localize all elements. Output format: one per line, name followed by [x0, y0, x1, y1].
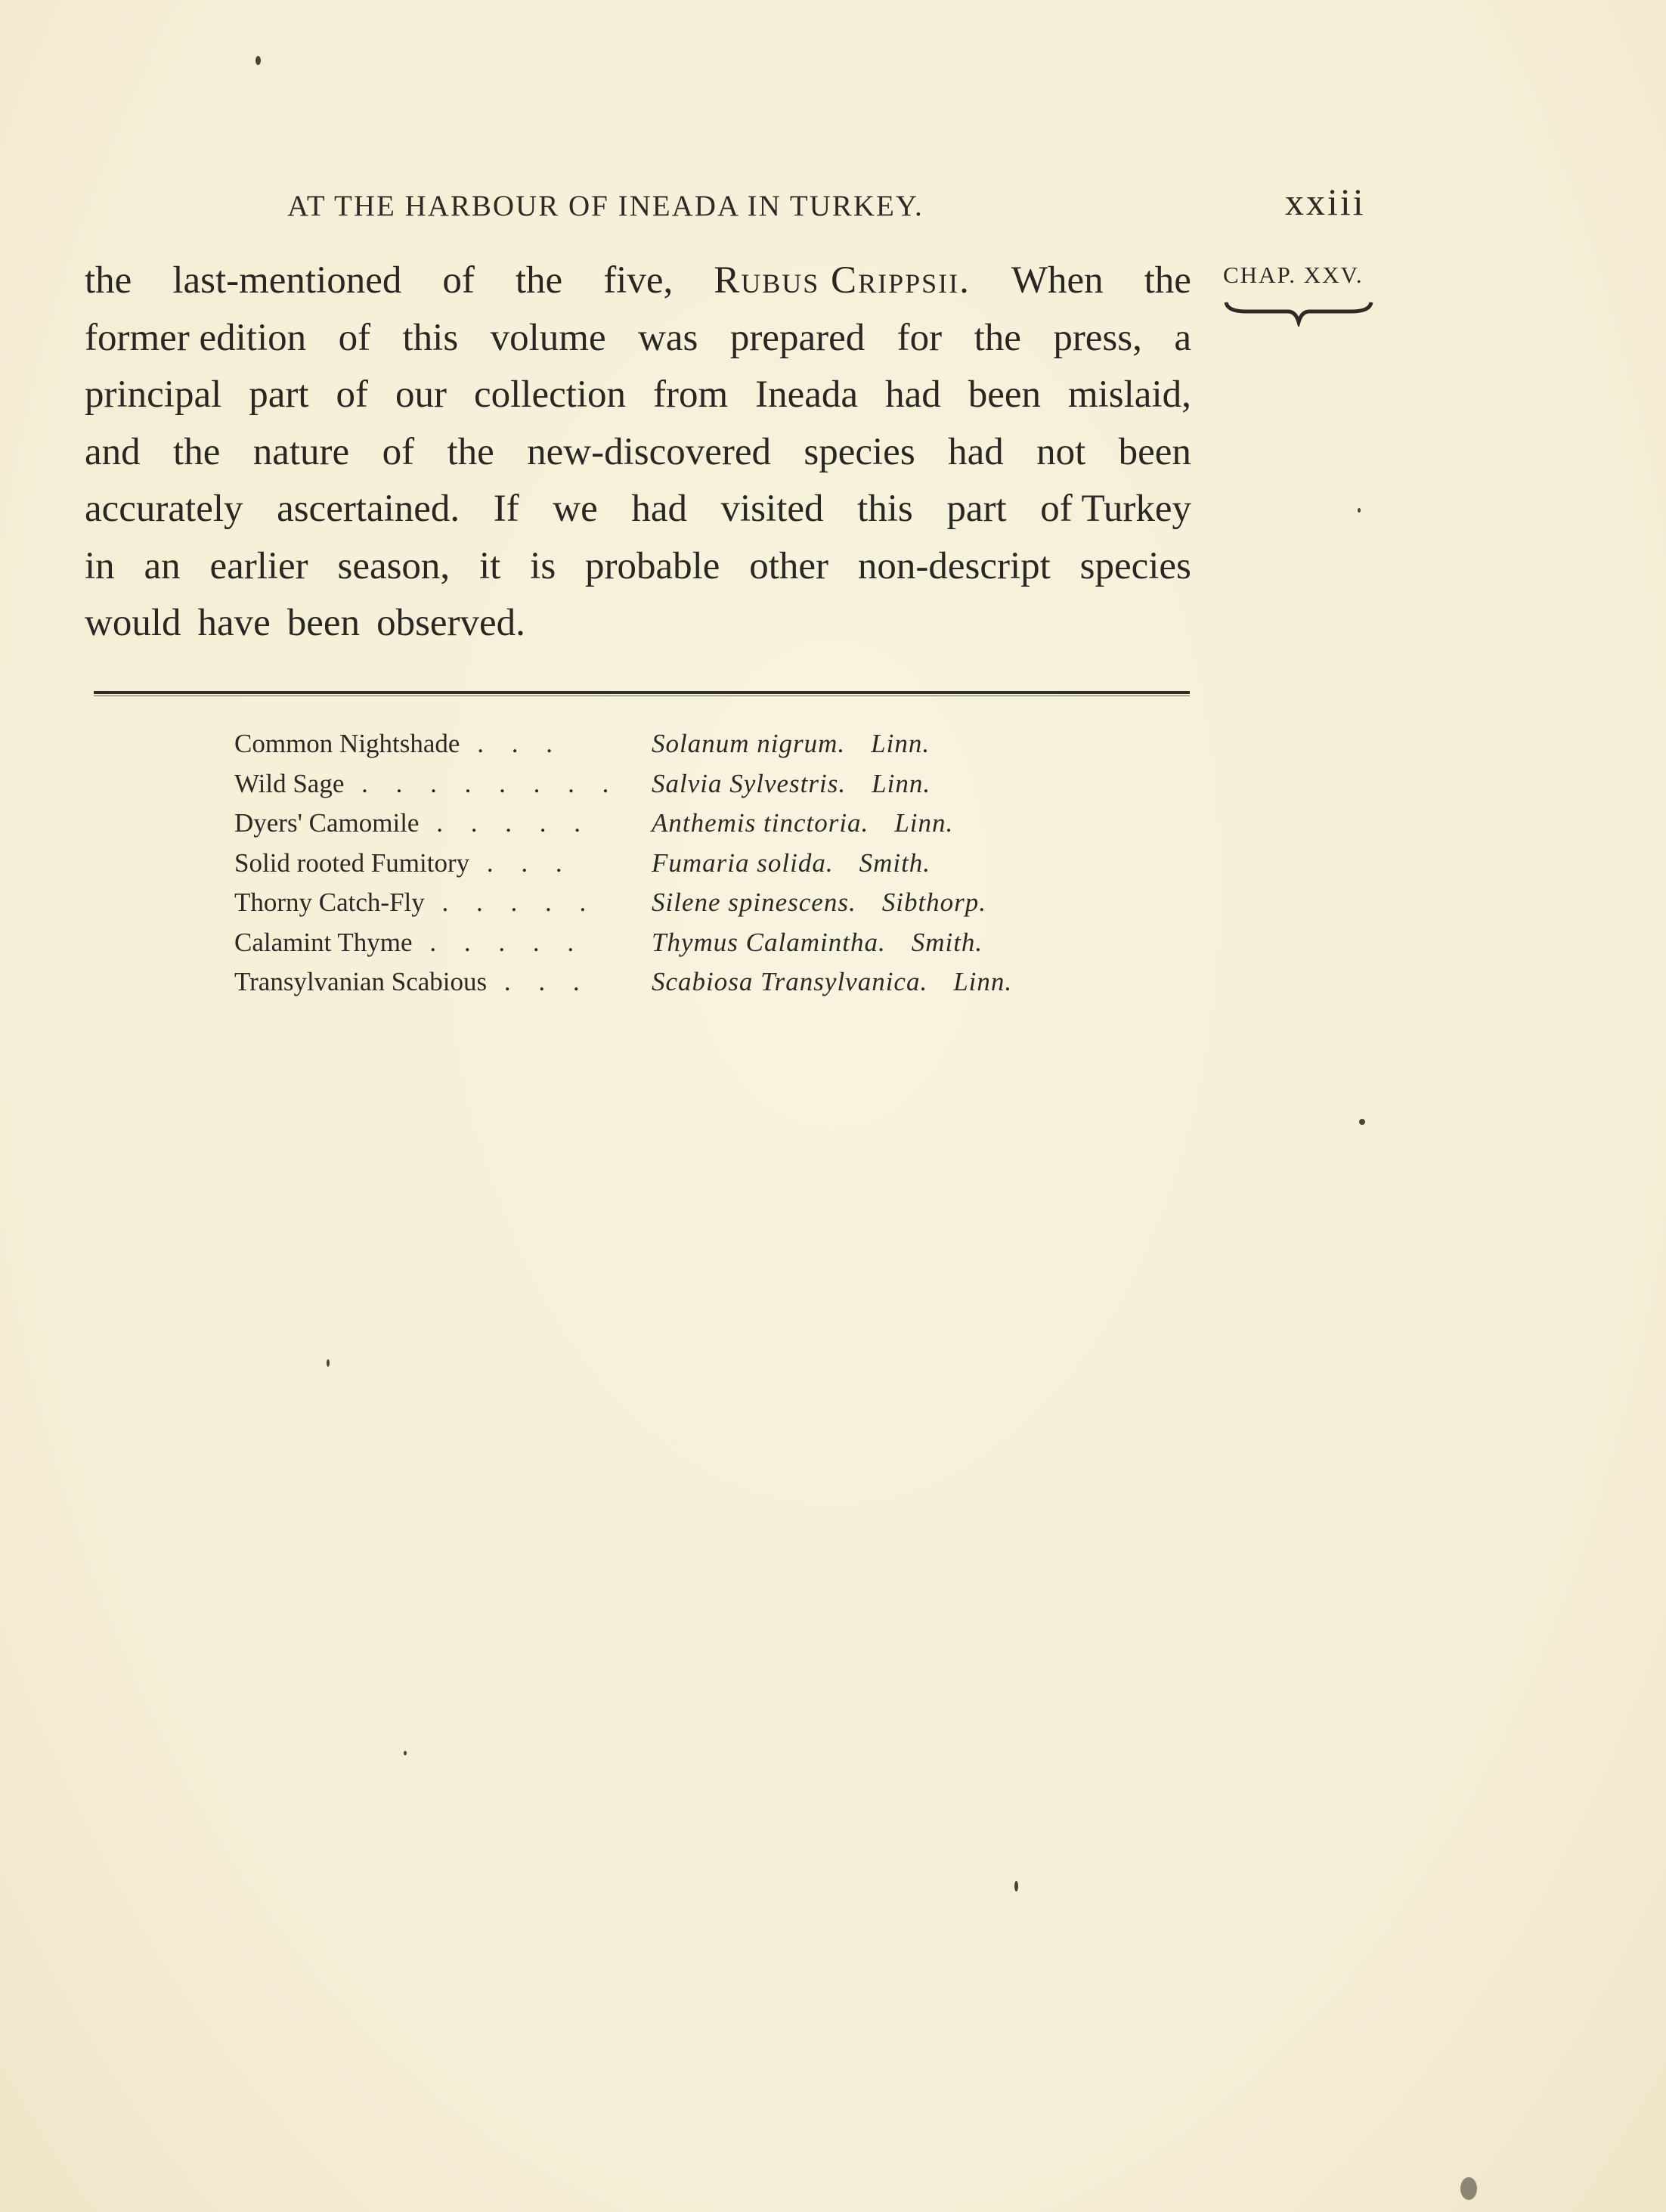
- brace-ornament: [1223, 298, 1374, 327]
- plant-row: [234, 769, 1012, 809]
- word: a: [1174, 316, 1191, 359]
- word: would: [85, 602, 181, 644]
- word: of: [442, 259, 475, 302]
- word: nature: [252, 430, 350, 473]
- plant-common-name: Common Nightshade: [234, 729, 460, 758]
- plant-latin-name: Scabiosa Transylvanica.: [652, 967, 928, 996]
- word: principal: [85, 373, 222, 416]
- text-line-2: [85, 310, 1191, 367]
- word: from: [653, 373, 729, 416]
- plant-latin-name: Anthemis tinctoria.: [652, 808, 869, 838]
- word: for: [896, 316, 943, 359]
- leader-dots: . . . . . . . .: [344, 768, 620, 798]
- plant-common-name: Transylvanian Scabious: [234, 967, 488, 996]
- plant-list: [234, 729, 1012, 1007]
- plant-authority: Smith.: [911, 927, 983, 957]
- page-number: xxiii: [1285, 181, 1366, 223]
- word: season,: [337, 544, 451, 587]
- plant-row: [234, 729, 1012, 769]
- word: earlier: [209, 544, 308, 587]
- plant-common-name-cell: [234, 808, 652, 838]
- word: When: [1011, 259, 1104, 302]
- word: was: [638, 316, 698, 359]
- word: of Turkey: [1040, 488, 1191, 530]
- plant-latin-name: Solanum nigrum.: [652, 729, 846, 758]
- word: collection: [473, 373, 627, 416]
- plant-common-name-cell: [234, 848, 652, 878]
- word: and: [85, 430, 141, 473]
- word: of: [336, 373, 369, 416]
- word: had: [885, 373, 941, 416]
- paper-speck: [327, 1359, 330, 1367]
- word: non-descript: [857, 544, 1051, 587]
- paper-speck: [1014, 1881, 1018, 1891]
- word: the: [85, 259, 132, 302]
- plant-common-name: Thorny Catch-Fly: [234, 888, 425, 917]
- word: new-discovered: [527, 430, 771, 473]
- species-name-small-caps: Rubus Crippsii.: [714, 259, 971, 302]
- word: part: [249, 373, 309, 416]
- leader-dots: . . .: [469, 847, 573, 878]
- plant-row: [234, 888, 1012, 928]
- word: we: [553, 488, 598, 530]
- word: the: [515, 259, 563, 302]
- word: If: [493, 488, 519, 530]
- text-line-7: [85, 595, 1191, 652]
- text-line-3: [85, 367, 1191, 424]
- leader-dots: . . .: [460, 729, 563, 758]
- word: this: [402, 316, 459, 359]
- plant-common-name-cell: [234, 769, 652, 799]
- word: mislaid,: [1067, 373, 1191, 416]
- word: other: [749, 544, 829, 587]
- body-paragraph: [85, 252, 1191, 652]
- word: prepared: [729, 316, 866, 359]
- plant-authority: Linn.: [871, 729, 931, 758]
- word: species: [1079, 544, 1191, 587]
- word: the: [173, 430, 221, 473]
- plant-latin-name: Silene spinescens.: [652, 888, 856, 917]
- word: volume: [490, 316, 606, 359]
- paper-speck: [1359, 1119, 1365, 1125]
- leader-dots: . . . . .: [424, 888, 597, 917]
- word: part: [946, 488, 1007, 530]
- plant-common-name-cell: [234, 888, 652, 918]
- plant-authority: Linn.: [894, 808, 954, 838]
- word: press,: [1053, 316, 1142, 359]
- word: of: [382, 430, 415, 473]
- word: probable: [585, 544, 720, 587]
- word: of: [338, 316, 371, 359]
- paper-speck: [404, 1751, 407, 1755]
- word: ascertained.: [277, 488, 460, 530]
- word: an: [144, 544, 181, 587]
- plant-row: [234, 848, 1012, 888]
- word: species: [804, 430, 915, 473]
- leader-dots: . . .: [487, 967, 590, 996]
- word: it: [479, 544, 501, 587]
- text-line-5: [85, 481, 1191, 538]
- word: Ineada: [755, 373, 859, 416]
- word: is: [530, 544, 556, 587]
- plant-authority: Linn.: [872, 768, 931, 798]
- word: not: [1036, 430, 1086, 473]
- word: the: [1144, 259, 1191, 302]
- word: five,: [603, 259, 674, 302]
- leader-dots: . . . . .: [419, 808, 591, 838]
- word: observed.: [376, 602, 525, 644]
- word: this: [857, 488, 913, 530]
- word: been: [286, 602, 361, 644]
- word: in: [85, 544, 115, 587]
- plant-common-name-cell: [234, 928, 652, 958]
- running-head: AT THE HARBOUR OF INEADA IN TURKEY.: [287, 190, 924, 222]
- plant-authority: Linn.: [953, 967, 1013, 996]
- section-rule: [94, 691, 1190, 694]
- text-line-6: [85, 538, 1191, 596]
- word: had: [948, 430, 1004, 473]
- word: our: [395, 373, 447, 416]
- word: accurately: [85, 488, 243, 530]
- plant-row: [234, 928, 1012, 968]
- plant-latin-name: Salvia Sylvestris.: [652, 768, 847, 798]
- leader-dots: . . . . .: [412, 927, 585, 957]
- plant-authority: Sibthorp.: [881, 888, 987, 917]
- word: the: [974, 316, 1021, 359]
- plant-common-name: Solid rooted Fumitory: [234, 847, 470, 878]
- paper-speck: [1358, 508, 1361, 513]
- plant-common-name-cell: [234, 729, 652, 759]
- word: had: [631, 488, 687, 530]
- word: last-mentioned: [172, 259, 402, 302]
- word: former edition: [85, 316, 307, 359]
- plant-common-name: Wild Sage: [234, 768, 345, 798]
- word: the: [447, 430, 494, 473]
- plant-row: [234, 967, 1012, 1007]
- word: visited: [720, 488, 824, 530]
- plant-common-name: Calamint Thyme: [234, 927, 413, 957]
- plant-common-name-cell: [234, 967, 652, 997]
- text-line-4: [85, 424, 1191, 482]
- plant-latin-name: Fumaria solida.: [652, 847, 834, 878]
- chapter-margin-note: CHAP. XXV.: [1223, 262, 1364, 288]
- text-line-1: [85, 252, 1191, 310]
- word: been: [1118, 430, 1191, 473]
- paper-speck: [255, 56, 261, 65]
- paper-speck: [1460, 2177, 1477, 2200]
- plant-authority: Smith.: [859, 847, 931, 878]
- plant-common-name: Dyers' Camomile: [234, 808, 420, 838]
- plant-latin-name: Thymus Calamintha.: [652, 927, 886, 957]
- word: been: [968, 373, 1041, 416]
- word: have: [197, 602, 271, 644]
- plant-row: [234, 808, 1012, 848]
